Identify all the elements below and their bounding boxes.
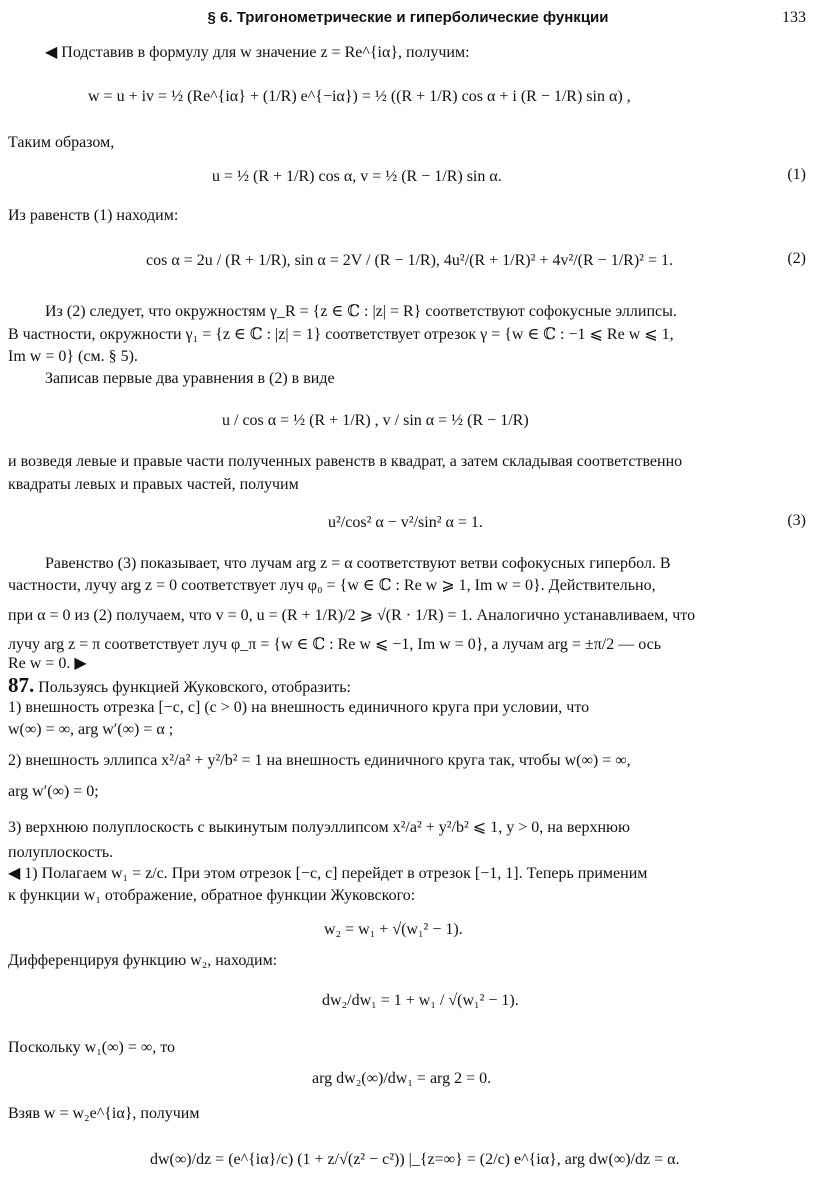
text-line: и возведя левые и правые части полученных равенств в квадрат, а затем складывая соответственно xyxy=(8,453,683,470)
equation-number: (2) xyxy=(787,250,806,267)
problem-text: Пользуясь функцией Жуковского, отобразить: xyxy=(38,679,351,696)
problem-number: 87. xyxy=(8,673,35,697)
text-line: Поскольку w₁(∞) = ∞, то xyxy=(8,1039,176,1056)
text-line: Im w = 0} (см. § 5). xyxy=(8,348,138,365)
section-title: § 6. Тригонометрические и гиперболические функции xyxy=(207,9,609,26)
text-line: ◀ 1) Полагаем w₁ = z/c. При этом отрезок [−c, c] перейдет в отрезок [−1, 1]. Теперь применим xyxy=(8,865,648,882)
text-line: лучу arg z = π соответствует луч φ_π = {w ∈ ℂ : Re w ⩽ −1, Im w = 0}, а лучам arg = ±π/2 — ось xyxy=(8,636,662,653)
equation: cos α = 2u / (R + 1/R), sin α = 2V / (R − 1/R), 4u²/(R + 1/R)² + 4v²/(R − 1/R)² = 1. xyxy=(146,252,673,269)
problem-heading xyxy=(8,675,806,698)
equation: w = u + iv = ½ (Re^{iα} + (1/R) e^{−iα}) = ½ ((R + 1/R) cos α + i (R − 1/R) sin α) , xyxy=(88,88,631,105)
text-line: Таким образом, xyxy=(8,134,115,151)
equation: u²/cos² α − v²/sin² α = 1. xyxy=(328,514,483,531)
text-line: полуплоскость. xyxy=(8,844,114,861)
text-line: Записав первые два уравнения в (2) в виде xyxy=(45,370,335,387)
text-line: 3) верхнюю полуплоскость с выкинутым полуэллипсом x²/a² + y²/b² ⩽ 1, y > 0, на верхнюю xyxy=(8,819,630,836)
equation-number: (3) xyxy=(787,512,806,529)
text-line: при α = 0 из (2) получаем, что v = 0, u = (R + 1/R)/2 ⩾ √(R · 1/R) = 1. Аналогично устанавливаем, что xyxy=(8,607,696,624)
text-line: Из равенств (1) находим: xyxy=(8,207,179,224)
text-line: ◀ Подставив в формулу для w значение z = Re^{iα}, получим: xyxy=(45,44,470,61)
text-line: Дифференцируя функцию w₂, находим: xyxy=(8,952,278,969)
text-line: Взяв w = w₂e^{iα}, получим xyxy=(8,1105,200,1122)
text-line: В частности, окружности γ₁ = {z ∈ ℂ : |z| = 1} соответствует отрезок γ = {w ∈ ℂ : −1 ⩽ Re w ⩽ 1, xyxy=(8,326,674,343)
text-line: 1) внешность отрезка [−c, c] (c > 0) на внешность единичного круга при условии, что xyxy=(8,699,590,716)
equation: w₂ = w₁ + √(w₁² − 1). xyxy=(324,921,463,938)
equation: arg dw₂(∞)/dw₁ = arg 2 = 0. xyxy=(312,1070,492,1087)
text-line: 2) внешность эллипса x²/a² + y²/b² = 1 на внешность единичного круга так, чтобы w(∞) = ∞, xyxy=(8,752,631,769)
page-number: 133 xyxy=(782,9,806,26)
equation: u = ½ (R + 1/R) cos α, v = ½ (R − 1/R) sin α. xyxy=(212,168,502,185)
text-line: квадраты левых и правых частей, получим xyxy=(8,476,299,493)
text-line: Re w = 0. ▶ xyxy=(8,655,87,672)
text-line: Равенство (3) показывает, что лучам arg z = α соответствуют ветви софокусных гипербол. В xyxy=(45,555,671,572)
running-header xyxy=(0,6,816,30)
text-line: частности, лучу arg z = 0 соответствует луч φ₀ = {w ∈ ℂ : Re w ⩾ 1, Im w = 0}. Действительно, xyxy=(8,577,656,594)
equation: dw₂/dw₁ = 1 + w₁ / √(w₁² − 1). xyxy=(322,992,519,1009)
equation-number: (1) xyxy=(787,166,806,183)
equation: u / cos α = ½ (R + 1/R) , v / sin α = ½ (R − 1/R) xyxy=(222,412,529,429)
text-line: arg w′(∞) = 0; xyxy=(8,783,99,800)
text-line: к функции w₁ отображение, обратное функции Жуковского: xyxy=(8,887,416,904)
text-line: w(∞) = ∞, arg w′(∞) = α ; xyxy=(8,721,174,738)
equation: dw(∞)/dz = (e^{iα}/c) (1 + z/√(z² − c²)) |_{z=∞} = (2/c) e^{iα}, arg dw(∞)/dz = α. xyxy=(150,1151,680,1168)
text-line: Из (2) следует, что окружностям γ_R = {z ∈ ℂ : |z| = R} соответствуют софокусные эллипсы. xyxy=(45,303,677,320)
